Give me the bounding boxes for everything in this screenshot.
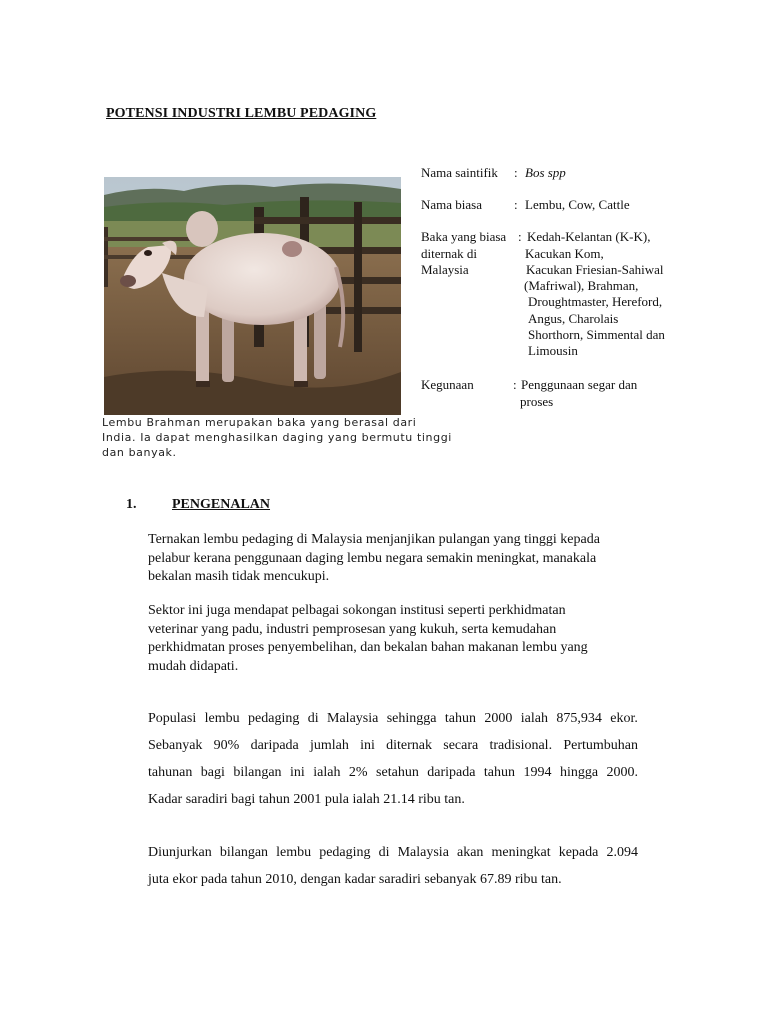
paragraph-line: Sebanyak 90% daripada jumlah ini diternak secara tradisional. Pertumbuhan [148,738,638,753]
paragraph-line: juta ekor pada tahun 2010, dengan kadar saradiri sebanyak 67.89 ribu tan. [148,872,562,887]
info-value: Kacukan Friesian-Sahiwal [526,262,664,277]
info-value: Lembu, Cow, Cattle [525,197,630,212]
info-label: Baka yang biasa [421,229,507,244]
info-value: Droughtmaster, Hereford, [528,294,663,309]
info-value: (Mafriwal), Brahman, [524,278,639,293]
paragraph-line: mudah didapati. [148,658,239,674]
info-value: Kedah-Kelantan (K-K), [527,229,651,244]
paragraph-line: tahunan bagi bilangan ini ialah 2% setahun daripada tahun 1994 hingga 2000. [148,765,638,780]
section-title: PENGENALAN [172,497,271,512]
info-label: Kegunaan [421,377,474,392]
info-value: proses [520,394,554,409]
paragraph [148,602,638,676]
caption-line: India. Ia dapat menghasilkan daging yang bermutu tinggi [102,431,452,444]
info-value: Shorthorn, Simmental dan [528,327,665,342]
info-value: Penggunaan segar dan [521,377,638,392]
brahman-cow-image [104,177,401,415]
paragraph [148,531,638,587]
info-label: Malaysia [421,262,469,277]
info-colon: : [514,165,518,180]
info-colon: : [513,377,517,392]
document-title: POTENSI INDUSTRI LEMBU PEDAGING [106,106,377,121]
paragraph-line: pelabur kerana penggunaan daging lembu negara semakin meningkat, manakala [148,550,597,566]
paragraph [148,839,638,893]
info-value: Bos spp [525,165,566,180]
section-number: 1. [126,497,137,512]
paragraph-line: perkhidmatan proses penyembelihan, dan bekalan bahan makanan lembu yang [148,640,588,655]
paragraph-line: Ternakan lembu pedaging di Malaysia menjanjikan pulangan yang tinggi kepada [148,532,600,547]
paragraph-line: Populasi lembu pedaging di Malaysia sehingga tahun 2000 ialah 875,934 ekor. [148,711,638,726]
info-colon: : [518,229,522,244]
paragraph [148,705,638,813]
info-label: Nama saintifik [421,165,498,180]
info-label: Nama biasa [421,197,483,212]
paragraph-line: Kadar saradiri bagi tahun 2001 pula ialah 21.14 ribu tan. [148,792,465,807]
info-colon: : [514,197,518,212]
cattle-photo [104,177,401,415]
info-value: Limousin [528,343,578,358]
caption-line: Lembu Brahman merupakan baka yang berasal dari [102,416,417,429]
info-value: Angus, Charolais [528,311,619,326]
paragraph-line: Diunjurkan bilangan lembu pedaging di Malaysia akan meningkat kepada 2.094 [148,845,638,860]
paragraph-line: bekalan masih tidak mencukupi. [148,569,330,584]
photo-caption [102,415,452,460]
caption-line: dan banyak. [102,446,177,459]
paragraph-line: veterinar yang padu, industri pemprosesan yang kukuh, serta kemudahan [148,621,557,637]
info-value: Kacukan Kom, [525,246,604,261]
info-label: diternak di [421,246,477,261]
paragraph-line: Sektor ini juga mendapat pelbagai sokongan institusi seperti perkhidmatan [148,603,566,618]
